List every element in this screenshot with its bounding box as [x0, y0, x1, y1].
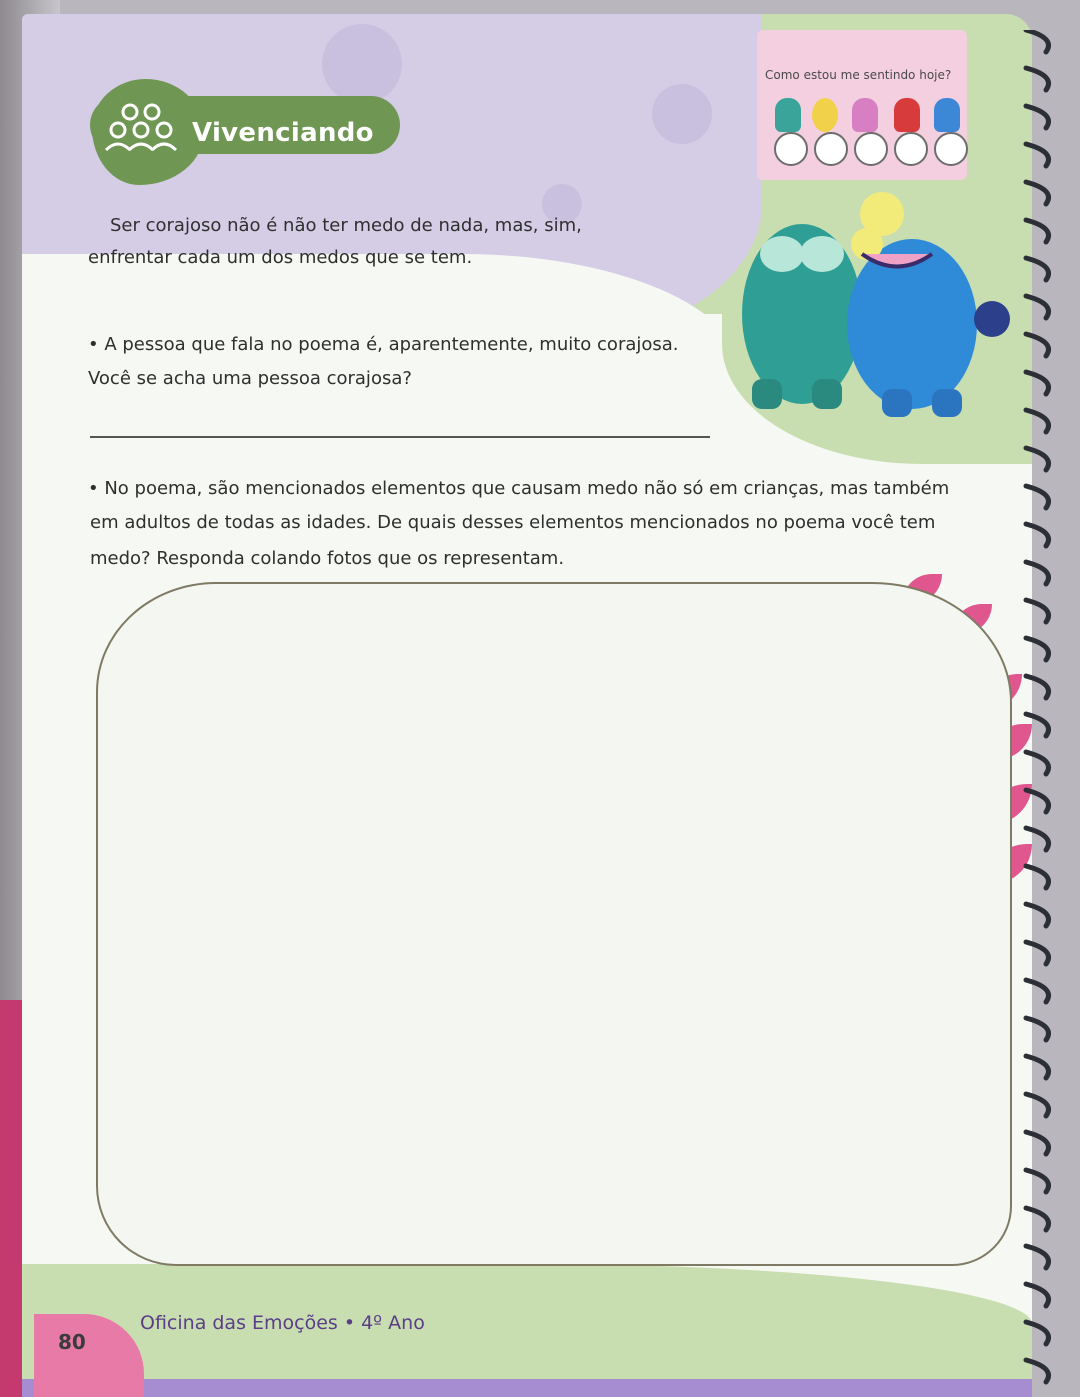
- question-text-line: • A pessoa que fala no poema é, aparentemente, muito corajosa.: [88, 334, 679, 355]
- section-title: Vivenciando: [192, 118, 374, 148]
- intro-text-line: Ser corajoso não é não ter medo de nada, mas, sim,: [110, 215, 582, 236]
- question-text-line: medo? Responda colando fotos que os representam.: [90, 548, 565, 569]
- decor-dot: [322, 24, 402, 104]
- footer-bar: [22, 1379, 1032, 1397]
- hugging-monsters-illustration: [722, 184, 1022, 434]
- question-text-line: Você se acha uma pessoa corajosa?: [88, 368, 412, 389]
- mood-option-circle[interactable]: [894, 132, 928, 166]
- mood-monster-icon: [775, 98, 801, 132]
- page-number: 80: [58, 1330, 86, 1354]
- mood-monster-icon: [894, 98, 920, 132]
- photo-paste-area[interactable]: [96, 582, 1012, 1266]
- mood-option-circle[interactable]: [934, 132, 968, 166]
- decor-dot: [652, 84, 712, 144]
- people-group-icon: [102, 100, 182, 160]
- answer-line[interactable]: [90, 436, 710, 438]
- mood-title: Como estou me sentindo hoje?: [765, 68, 952, 82]
- footer-title: Oficina das Emoções • 4º Ano: [140, 1312, 425, 1334]
- mood-monster-icon: [812, 98, 838, 132]
- mood-monster-icon: [934, 98, 960, 132]
- notebook-page: [22, 14, 1032, 1397]
- spiral-binding: [1018, 30, 1080, 1390]
- question-text-line: em adultos de todas as idades. De quais desses elementos mencionados no poema você tem: [90, 512, 936, 533]
- question-text-line: • No poema, são mencionados elementos que causam medo não só em crianças, mas também: [88, 478, 950, 499]
- mood-option-circle[interactable]: [774, 132, 808, 166]
- mood-option-circle[interactable]: [814, 132, 848, 166]
- mood-option-circle[interactable]: [854, 132, 888, 166]
- intro-text-line: enfrentar cada um dos medos que se tem.: [88, 247, 473, 268]
- mood-monster-icon: [852, 98, 878, 132]
